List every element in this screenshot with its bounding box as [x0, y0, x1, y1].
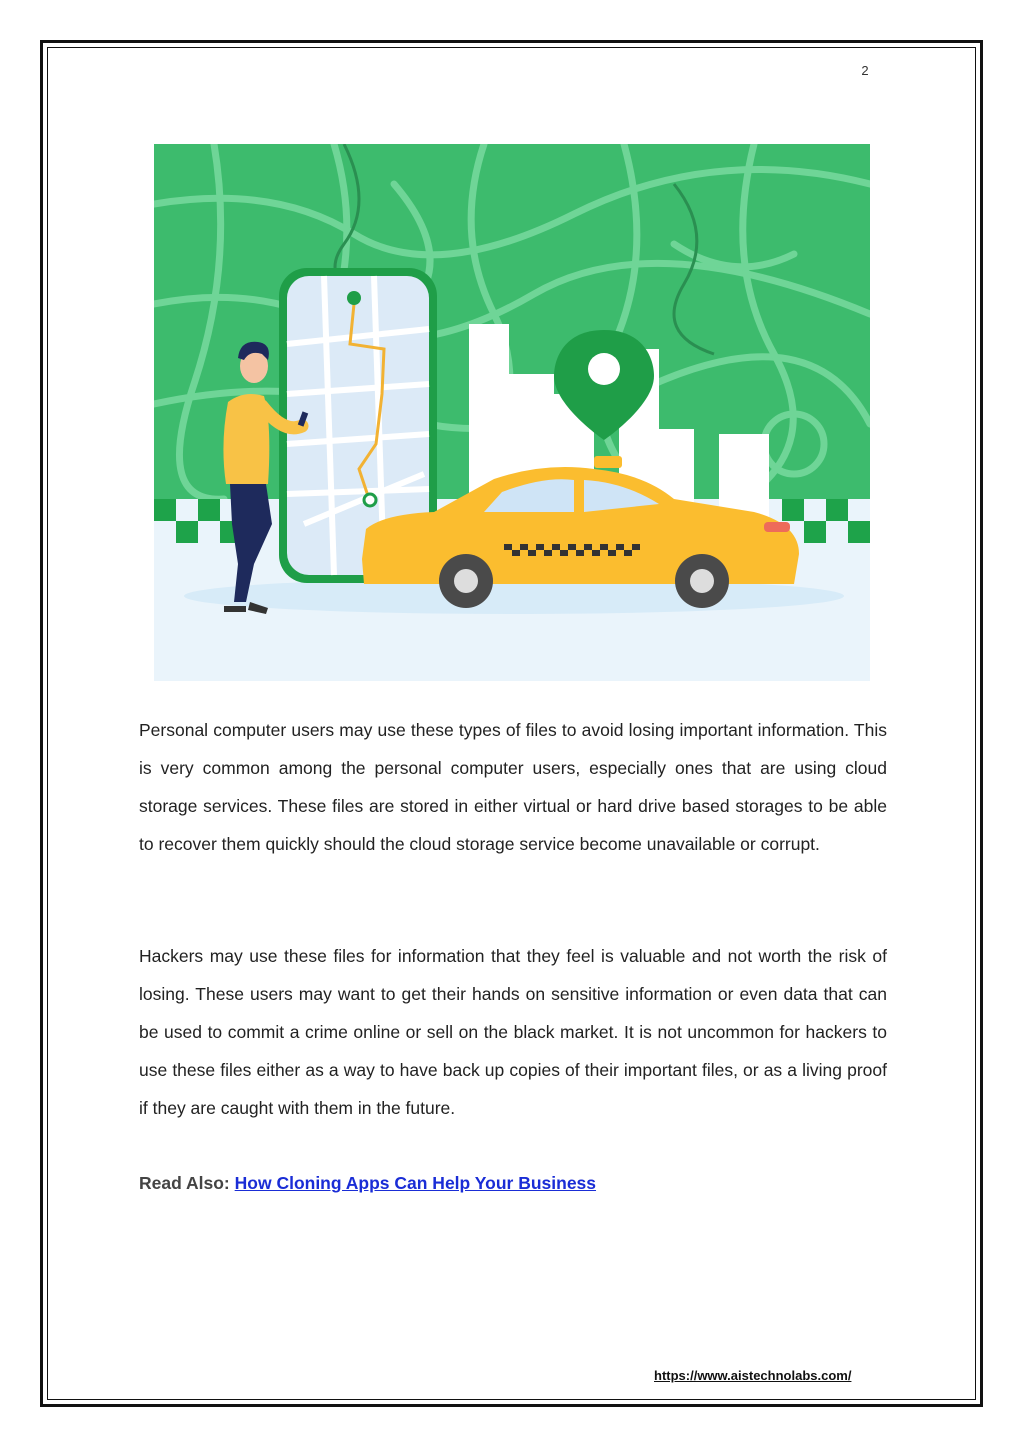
footer-website-link[interactable]: https://www.aistechnolabs.com/	[654, 1368, 852, 1383]
body-paragraph-1: Personal computer users may use these types of files to avoid losing important information. This is very common among the personal computer users, especially ones that are using cloud storage services. These files are stored in either virtual or hard drive based storages to be able to recover them quickly should the cloud storage service become unavailable or corrupt.	[139, 720, 887, 854]
read-also-link[interactable]: How Cloning Apps Can Help Your Business	[234, 1173, 597, 1193]
read-also-line	[139, 1164, 596, 1202]
body-paragraph-2: Hackers may use these files for information that they feel is valuable and not worth the risk of losing. These users may want to get their hands on sensitive information or even data that can be used to commit a crime online or sell on the black market. It is not uncommon for hackers to use these files either as a way to have back up copies of their important files, or as a living proof if they are caught with them in the future.	[139, 946, 887, 1118]
hero-illustration	[154, 144, 870, 681]
read-also-label: Read Also:	[139, 1173, 230, 1193]
page-number: 2	[861, 63, 869, 78]
